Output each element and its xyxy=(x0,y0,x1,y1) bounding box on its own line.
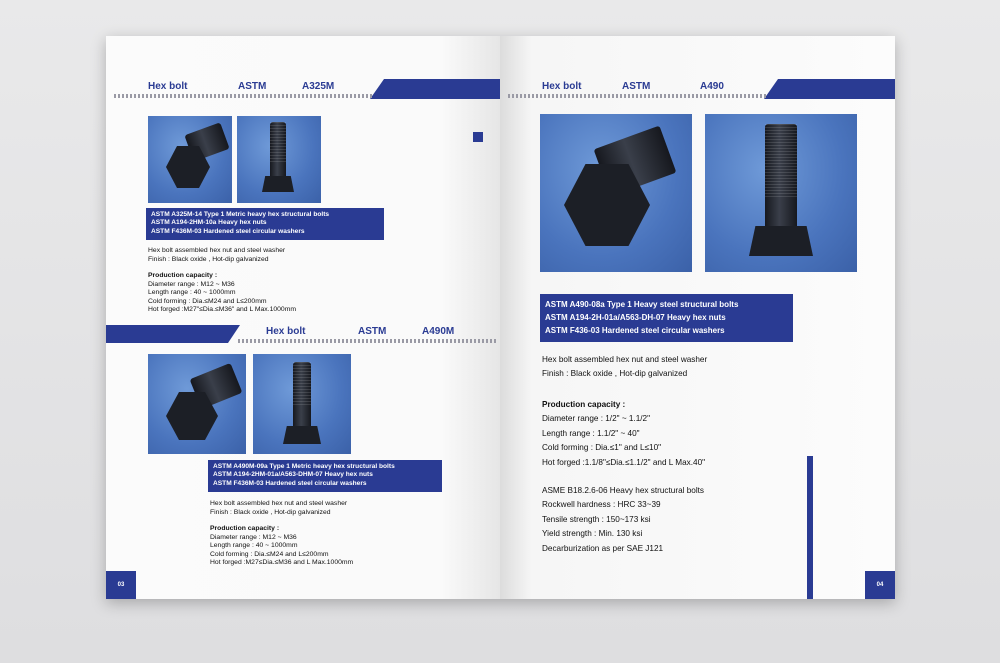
header-product: Hex bolt xyxy=(542,81,582,92)
spec-line: ASTM A194-2HM-01a/A563-DHM-07 Heavy hex nuts xyxy=(213,471,373,479)
vertical-accent-bar xyxy=(807,456,813,599)
right-page xyxy=(500,36,895,599)
description-line: Finish : Black oxide , Hot-dip galvanized xyxy=(542,369,688,378)
capacity-line: Length range : 40 ~ 1000mm xyxy=(210,542,298,550)
description-line: Finish : Black oxide , Hot-dip galvanized xyxy=(210,509,331,516)
spec-box-a490 xyxy=(540,294,793,342)
capacity-line: Diameter range : 1/2" ~ 1.1/2" xyxy=(542,414,650,424)
capacity-line: Length range : 1.1/2" ~ 40" xyxy=(542,428,640,438)
header-divider xyxy=(508,94,768,98)
description-a325m xyxy=(148,246,285,264)
capacity-line: Hot forged :M27"≤Dia.≤M36" and L Max.1000mm xyxy=(148,306,297,314)
bolt-photo-head-large xyxy=(540,114,692,272)
description-line: Hex bolt assembled hex nut and steel washer xyxy=(148,247,286,254)
mid-header-standard: ASTM xyxy=(358,326,387,337)
spec-line: ASTM A490M-09a Type 1 Metric heavy hex structural bolts xyxy=(213,463,395,470)
spec-line: ASTM F436-03 Hardened steel circular washers xyxy=(545,326,725,335)
brochure-spread xyxy=(106,36,895,599)
spec-line: ASTM A194-2H-01a/A563-DH-07 Heavy hex nuts xyxy=(545,313,726,322)
header-band xyxy=(370,79,500,99)
spec-box-a325m xyxy=(146,208,384,240)
property-line: Decarburization as per SAE J121 xyxy=(542,543,664,553)
description-line: Hex bolt assembled hex nut and steel washer xyxy=(210,500,348,507)
mid-header-product: Hex bolt xyxy=(266,326,306,337)
capacity-line: Cold forming : Dia.≤M24 and L≤200mm xyxy=(210,550,329,558)
capacity-line: Hot forged :1.1/8"≤Dia.≤1.1/2" and L Max.40" xyxy=(542,457,706,467)
property-line: ASME B18.2.6-06 Heavy hex structural bolts xyxy=(542,486,705,495)
capacity-a490m xyxy=(210,525,353,568)
mid-header-grade: A490M xyxy=(422,326,455,337)
bolt-photo-head-2 xyxy=(148,354,246,454)
property-line: Tensile strength : 150~173 ksi xyxy=(542,514,651,524)
capacity-title: Production capacity : xyxy=(210,525,280,532)
mid-header-band xyxy=(106,325,240,343)
header-grade: A490 xyxy=(700,81,724,92)
capacity-line: Cold forming : Dia.≤1" and L≤10" xyxy=(542,443,662,453)
capacity-line: Diameter range : M12 ~ M36 xyxy=(210,533,297,541)
header-band xyxy=(764,79,895,99)
spec-box-a490m xyxy=(208,460,442,492)
property-line: Rockwell hardness : HRC 33~39 xyxy=(542,500,661,510)
header-product: Hex bolt xyxy=(148,81,188,92)
mechanical-properties xyxy=(542,484,704,556)
page-number-left: 03 xyxy=(106,571,136,599)
description-line: Hex bolt assembled hex nut and steel washer xyxy=(542,355,708,364)
header-standard: ASTM xyxy=(238,81,267,92)
header-grade: A325M xyxy=(302,81,335,92)
spec-line: ASTM A325M-14 Type 1 Metric heavy hex structural bolts xyxy=(151,211,330,218)
spec-line: ASTM F436M-03 Hardened steel circular washers xyxy=(213,479,367,487)
property-line: Yield strength : Min. 130 ksi xyxy=(542,529,643,539)
description-line: Finish : Black oxide , Hot-dip galvanized xyxy=(148,256,269,263)
capacity-a490 xyxy=(542,398,705,470)
capacity-title: Production capacity : xyxy=(542,400,626,409)
spec-line: ASTM A490-08a Type 1 Heavy steel structural bolts xyxy=(545,300,739,309)
spec-line: ASTM F436M-03 Hardened steel circular washers xyxy=(151,227,305,235)
spec-line: ASTM A194-2HM-10a Heavy hex nuts xyxy=(151,219,267,227)
capacity-line: Cold forming : Dia.≤M24 and L≤200mm xyxy=(148,297,267,305)
capacity-line: Hot forged :M27≤Dia.≤M36 and L Max.1000mm xyxy=(210,559,354,567)
bolt-photo-side-2 xyxy=(253,354,351,454)
bolt-photo-side-large xyxy=(705,114,857,272)
header-divider xyxy=(114,94,374,98)
bolt-photo-side xyxy=(237,116,321,203)
header-standard: ASTM xyxy=(622,81,651,92)
description-a490m xyxy=(210,499,347,517)
description-a490 xyxy=(542,353,707,381)
blue-square-marker xyxy=(473,132,483,142)
capacity-a325m xyxy=(148,272,296,315)
bolt-photo-head xyxy=(148,116,232,203)
capacity-line: Length range : 40 ~ 1000mm xyxy=(148,289,236,297)
page-number-right: 04 xyxy=(865,571,895,599)
capacity-title: Production capacity : xyxy=(148,272,218,279)
capacity-line: Diameter range : M12 ~ M36 xyxy=(148,280,235,288)
left-page xyxy=(106,36,500,599)
mid-header-divider xyxy=(238,339,498,343)
